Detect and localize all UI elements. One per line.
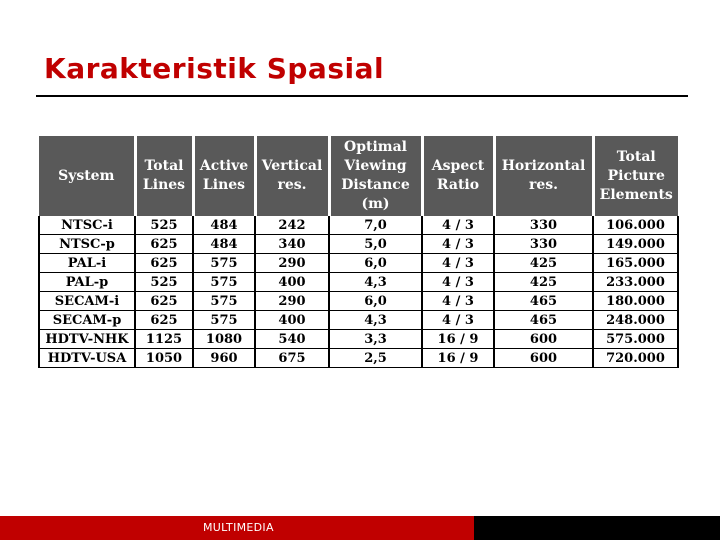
cell-total-lines: 1125 xyxy=(135,330,193,349)
cell-vertical-res: 540 xyxy=(255,330,329,349)
cell-viewing-distance: 5,0 xyxy=(329,235,422,254)
cell-active-lines: 1080 xyxy=(193,330,255,349)
cell-aspect-ratio: 16 / 9 xyxy=(422,330,494,349)
cell-total-lines: 625 xyxy=(135,254,193,273)
cell-vertical-res: 290 xyxy=(255,292,329,311)
spatial-characteristics-table xyxy=(38,136,677,368)
cell-total-lines: 525 xyxy=(135,216,193,235)
cell-horizontal-res: 465 xyxy=(494,311,593,330)
cell-active-lines: 484 xyxy=(193,216,255,235)
header-aspect-ratio: Aspect Ratio xyxy=(422,136,494,216)
cell-vertical-res: 290 xyxy=(255,254,329,273)
cell-total-picture-elements: 180.000 xyxy=(593,292,678,311)
cell-system: NTSC-p xyxy=(39,235,135,254)
cell-aspect-ratio: 4 / 3 xyxy=(422,311,494,330)
cell-vertical-res: 400 xyxy=(255,311,329,330)
cell-total-picture-elements: 233.000 xyxy=(593,273,678,292)
cell-total-lines: 625 xyxy=(135,235,193,254)
cell-total-lines: 625 xyxy=(135,292,193,311)
cell-viewing-distance: 3,3 xyxy=(329,330,422,349)
header-total-lines: Total Lines xyxy=(135,136,193,216)
cell-aspect-ratio: 4 / 3 xyxy=(422,254,494,273)
cell-total-picture-elements: 106.000 xyxy=(593,216,678,235)
cell-horizontal-res: 600 xyxy=(494,349,593,368)
cell-aspect-ratio: 4 / 3 xyxy=(422,292,494,311)
cell-horizontal-res: 600 xyxy=(494,330,593,349)
header-horizontal-res: Horizontal res. xyxy=(494,136,593,216)
title-underline xyxy=(36,95,688,97)
cell-system: PAL-p xyxy=(39,273,135,292)
cell-viewing-distance: 4,3 xyxy=(329,273,422,292)
cell-active-lines: 575 xyxy=(193,292,255,311)
table-row xyxy=(39,311,678,330)
cell-horizontal-res: 425 xyxy=(494,254,593,273)
cell-total-lines: 625 xyxy=(135,311,193,330)
table-row xyxy=(39,292,678,311)
header-active-lines: Active Lines xyxy=(193,136,255,216)
cell-aspect-ratio: 4 / 3 xyxy=(422,235,494,254)
cell-vertical-res: 675 xyxy=(255,349,329,368)
table-row xyxy=(39,273,678,292)
cell-system: NTSC-i xyxy=(39,216,135,235)
cell-total-picture-elements: 720.000 xyxy=(593,349,678,368)
footer-label: MULTIMEDIA xyxy=(203,521,274,534)
cell-viewing-distance: 6,0 xyxy=(329,254,422,273)
cell-vertical-res: 340 xyxy=(255,235,329,254)
cell-vertical-res: 242 xyxy=(255,216,329,235)
table-row xyxy=(39,349,678,368)
cell-aspect-ratio: 4 / 3 xyxy=(422,216,494,235)
cell-total-lines: 525 xyxy=(135,273,193,292)
cell-system: SECAM-i xyxy=(39,292,135,311)
table-row xyxy=(39,254,678,273)
table-header-row xyxy=(39,136,678,216)
cell-horizontal-res: 330 xyxy=(494,216,593,235)
header-viewing-distance: Optimal Viewing Distance (m) xyxy=(329,136,422,216)
table-row xyxy=(39,216,678,235)
cell-total-lines: 1050 xyxy=(135,349,193,368)
cell-viewing-distance: 4,3 xyxy=(329,311,422,330)
cell-system: HDTV-NHK xyxy=(39,330,135,349)
header-vertical-res: Vertical res. xyxy=(255,136,329,216)
header-total-picture-elements: Total Picture Elements xyxy=(593,136,678,216)
cell-viewing-distance: 7,0 xyxy=(329,216,422,235)
table-row xyxy=(39,235,678,254)
cell-total-picture-elements: 248.000 xyxy=(593,311,678,330)
footer-bar-black xyxy=(474,516,720,540)
cell-aspect-ratio: 16 / 9 xyxy=(422,349,494,368)
cell-vertical-res: 400 xyxy=(255,273,329,292)
cell-active-lines: 960 xyxy=(193,349,255,368)
cell-active-lines: 575 xyxy=(193,254,255,273)
cell-aspect-ratio: 4 / 3 xyxy=(422,273,494,292)
table-row xyxy=(39,330,678,349)
cell-viewing-distance: 6,0 xyxy=(329,292,422,311)
slide-title: Karakteristik Spasial xyxy=(44,52,385,85)
header-system: System xyxy=(39,136,135,216)
cell-horizontal-res: 330 xyxy=(494,235,593,254)
cell-system: PAL-i xyxy=(39,254,135,273)
cell-system: HDTV-USA xyxy=(39,349,135,368)
cell-total-picture-elements: 165.000 xyxy=(593,254,678,273)
cell-active-lines: 575 xyxy=(193,311,255,330)
cell-viewing-distance: 2,5 xyxy=(329,349,422,368)
cell-active-lines: 575 xyxy=(193,273,255,292)
cell-total-picture-elements: 149.000 xyxy=(593,235,678,254)
cell-horizontal-res: 465 xyxy=(494,292,593,311)
cell-system: SECAM-p xyxy=(39,311,135,330)
cell-horizontal-res: 425 xyxy=(494,273,593,292)
cell-active-lines: 484 xyxy=(193,235,255,254)
cell-total-picture-elements: 575.000 xyxy=(593,330,678,349)
